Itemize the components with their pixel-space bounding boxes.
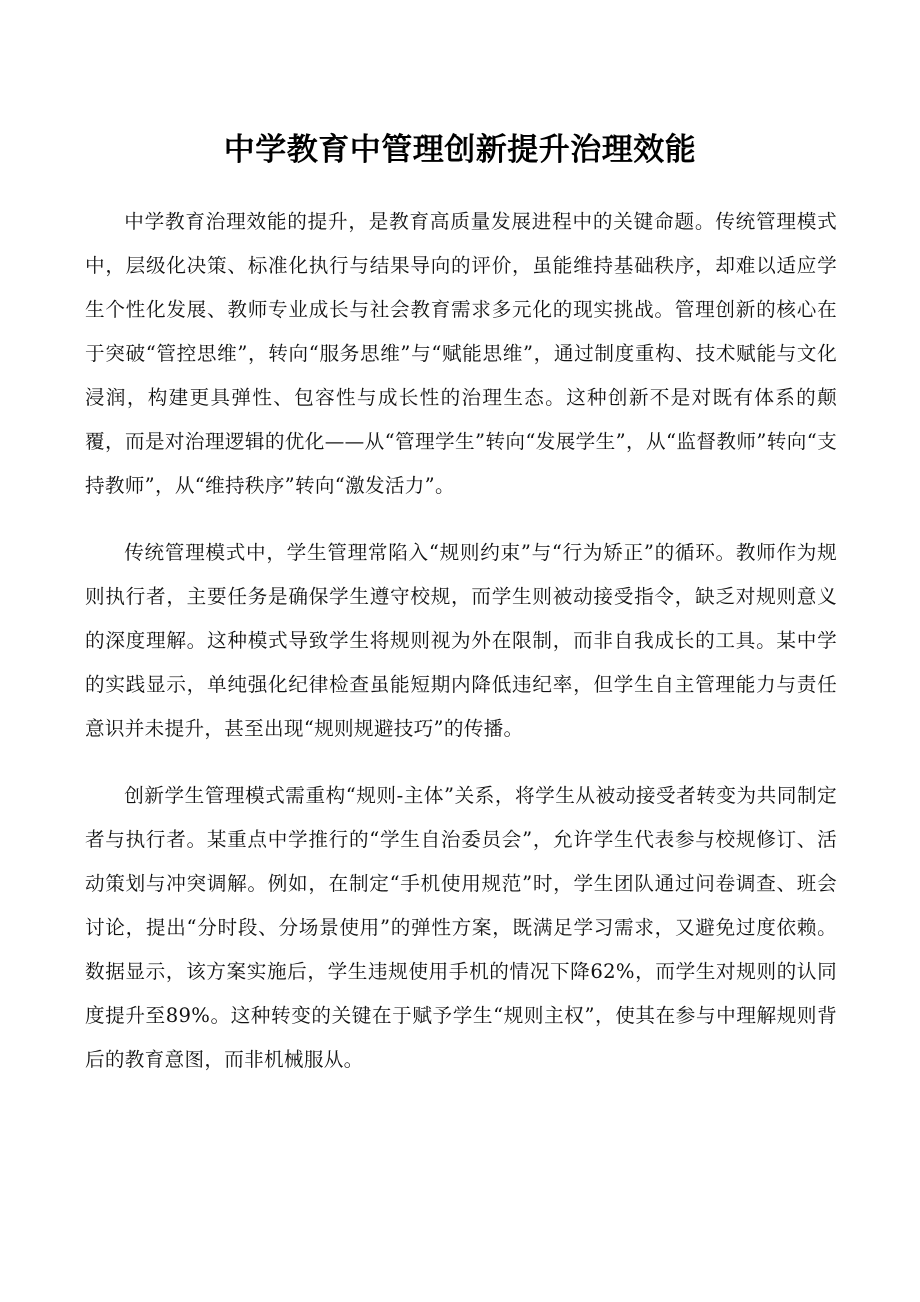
- paragraph-3: 创新学生管理模式需重构“规则-主体”关系，将学生从被动接受者转变为共同制定者与执行者。某重点中学推行的“学生自治委员会”，允许学生代表参与校规修订、活动策划与冲突调解。例如，在制定“手机使用规范”时，学生团队通过问卷调查、班会讨论，提出“分时段、分场景使用”的弹性方案，既满足学习需求，又避免过度依赖。数据显示，该方案实施后，学生违规使用手机的情况下降62%，而学生对规则的认同度提升至89%。这种转变的关键在于赋予学生“规则主权”，使其在参与中理解规则背后的教育意图，而非机械服从。: [85, 784, 837, 1071]
- document-body: [85, 200, 837, 1105]
- document-title: 中学教育中管理创新提升治理效能: [223, 132, 697, 168]
- paragraph-1: 中学教育治理效能的提升，是教育高质量发展进程中的关键命题。传统管理模式中，层级化决策、标准化执行与结果导向的评价，虽能维持基础秩序，却难以适应学生个性化发展、教师专业成长与社会教育需求多元化的现实挑战。管理创新的核心在于突破“管控思维”，转向“服务思维”与“赋能思维”，通过制度重构、技术赋能与文化浸润，构建更具弹性、包容性与成长性的治理生态。这种创新不是对既有体系的颠覆，而是对治理逻辑的优化——从“管理学生”转向“发展学生”，从“监督教师”转向“支持教师”，从“维持秩序”转向“激发活力”。: [85, 210, 837, 497]
- paragraph-2: 传统管理模式中，学生管理常陷入“规则约束”与“行为矫正”的循环。教师作为规则执行者，主要任务是确保学生遵守校规，而学生则被动接受指令，缺乏对规则意义的深度理解。这种模式导致学生将规则视为外在限制，而非自我成长的工具。某中学的实践显示，单纯强化纪律检查虽能短期内降低违纪率，但学生自主管理能力与责任意识并未提升，甚至出现“规则规避技巧”的传播。: [85, 541, 837, 740]
